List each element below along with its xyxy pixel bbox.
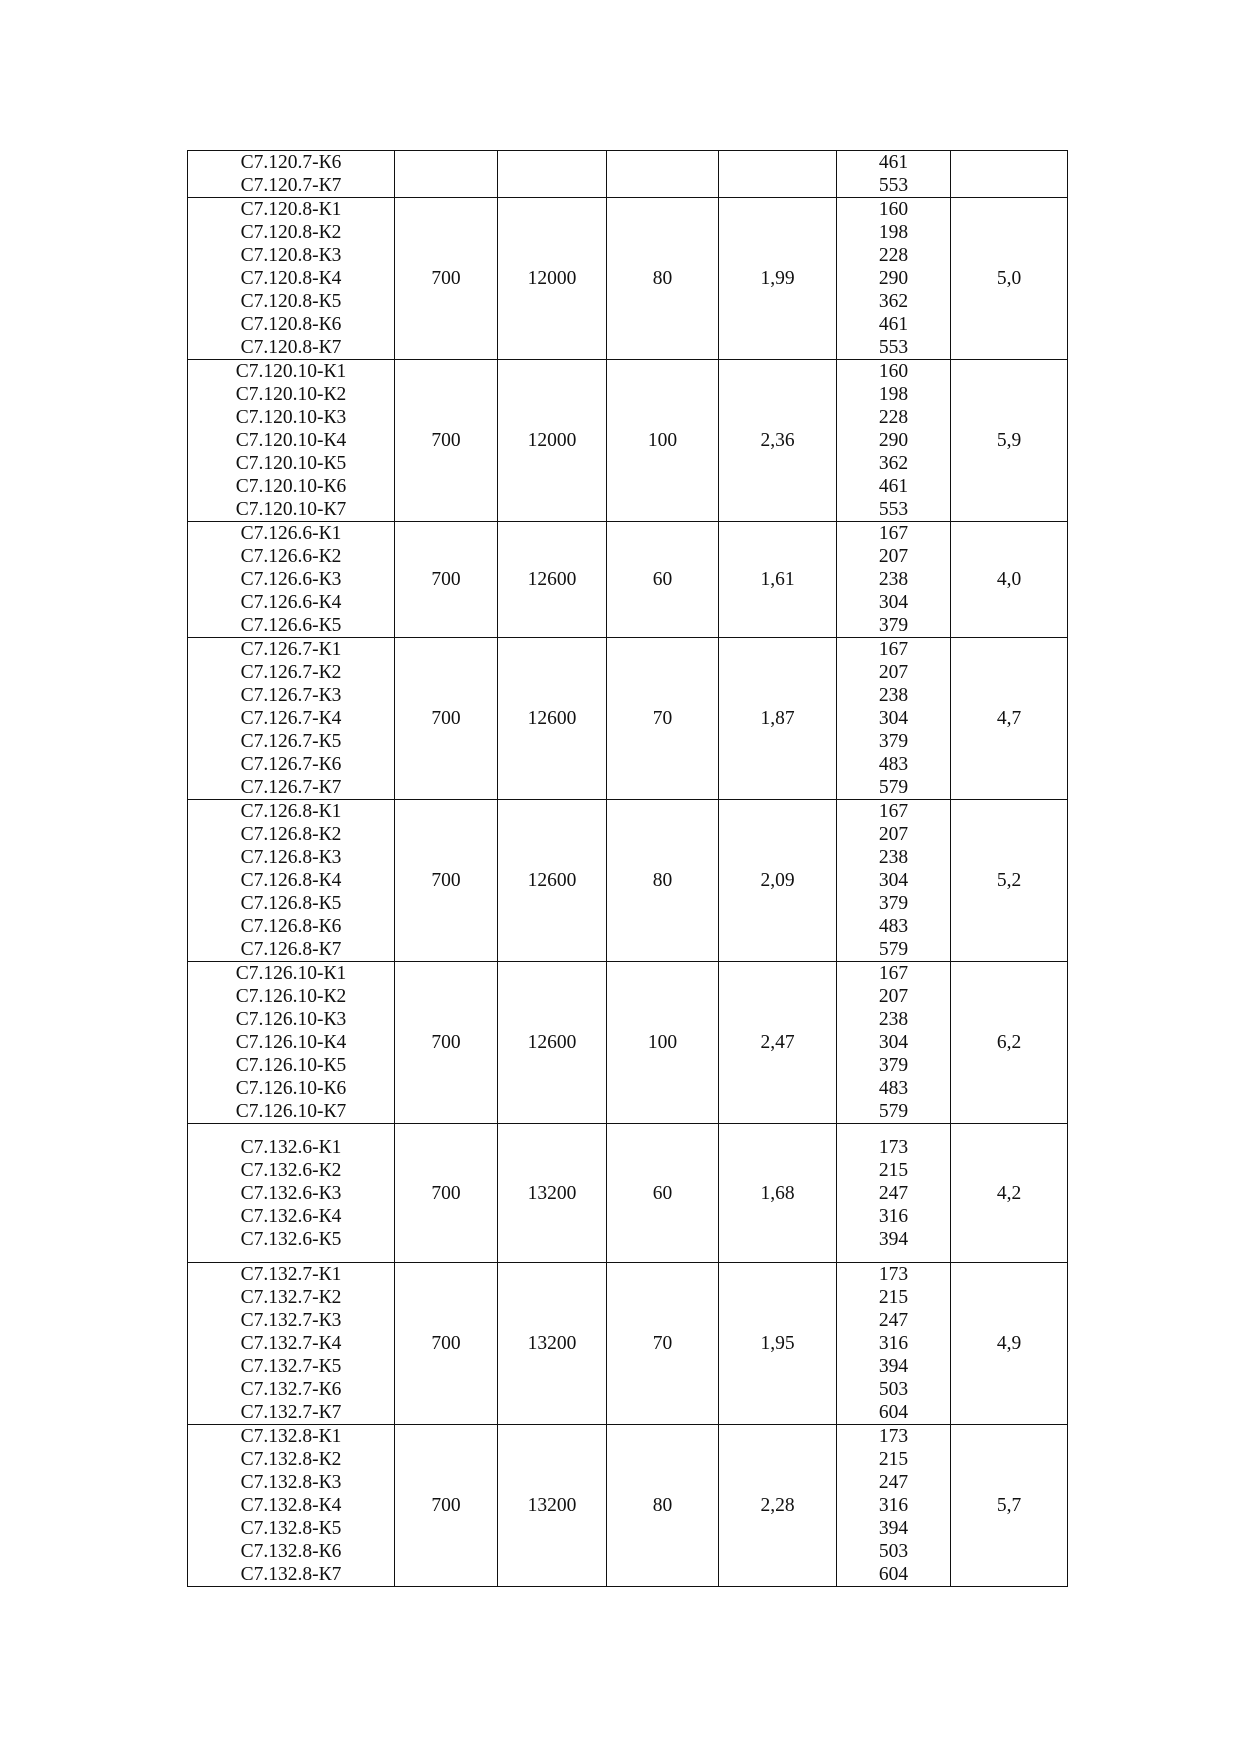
mark-label: С7.132.7-К4 [240,1333,342,1354]
mark-label: С7.126.7-К1 [240,639,342,660]
mark-label: С7.132.6-К2 [240,1159,342,1181]
cell-mass [951,151,1068,198]
cell-height: 80 [607,800,719,962]
mark-label: С7.120.7-К7 [240,175,342,196]
cell-volume: 1,99 [719,198,837,360]
mark-label: С7.126.10-К2 [235,986,347,1007]
cell-length: 12600 [498,638,607,800]
mark-label: С7.126.6-К4 [240,592,342,613]
mark-label: С7.120.8-К4 [240,268,342,289]
mark-label: С7.126.8-К3 [240,847,342,868]
table-row [188,151,1068,198]
load-value: 247 [878,1472,909,1493]
mark-label: С7.126.8-К1 [240,801,342,822]
load-value: 394 [878,1228,909,1250]
load-value: 503 [878,1541,909,1562]
load-value: 394 [878,1518,909,1539]
mark-label: С7.132.8-К4 [240,1495,342,1516]
load-value: 362 [878,453,909,474]
mark-label: С7.120.8-К7 [240,337,342,358]
mark-label: С7.126.7-К4 [240,708,342,729]
mark-label: С7.132.7-К6 [240,1379,342,1400]
cell-mark [188,522,395,638]
cell-volume: 2,09 [719,800,837,962]
cell-mass: 4,7 [951,638,1068,800]
load-value: 579 [878,1101,909,1122]
mark-label: С7.126.10-К4 [235,1032,347,1053]
cell-mark [188,638,395,800]
cell-volume: 2,28 [719,1425,837,1587]
load-value: 167 [878,963,909,984]
cell-length: 12000 [498,360,607,522]
mark-label: С7.132.8-К1 [240,1426,342,1447]
mark-label: С7.126.8-К6 [240,916,342,937]
mark-label: С7.120.10-К3 [235,407,347,428]
cell-width: 700 [395,1425,498,1587]
load-value: 553 [878,337,909,358]
load-value: 483 [878,754,909,775]
mark-label: С7.132.6-К4 [240,1205,342,1227]
load-value: 160 [878,361,909,382]
mark-label: С7.126.7-К5 [240,731,342,752]
load-value: 290 [878,430,909,451]
load-value: 173 [878,1264,909,1285]
mark-label: С7.126.8-К7 [240,939,342,960]
cell-length: 13200 [498,1425,607,1587]
cell-height [607,151,719,198]
load-value: 394 [878,1356,909,1377]
mark-label: С7.132.7-К5 [240,1356,342,1377]
cell-width: 700 [395,198,498,360]
cell-volume [719,151,837,198]
cell-mark [188,1124,395,1263]
load-value: 290 [878,268,909,289]
load-value: 228 [878,245,909,266]
load-value: 304 [878,1032,909,1053]
load-value: 207 [878,824,909,845]
load-value: 503 [878,1379,909,1400]
load-value: 167 [878,523,909,544]
load-value: 483 [878,916,909,937]
cell-load [837,638,951,800]
mark-label: С7.120.10-К1 [235,361,347,382]
mark-label: С7.132.8-К6 [240,1541,342,1562]
table-row [188,800,1068,962]
load-value: 215 [878,1287,909,1308]
mark-label: С7.126.8-К2 [240,824,342,845]
cell-height: 70 [607,1263,719,1425]
load-value: 215 [878,1159,909,1181]
mark-label: С7.126.10-К1 [235,963,347,984]
load-value: 207 [878,662,909,683]
mark-label: С7.132.8-К3 [240,1472,342,1493]
cell-mark [188,1263,395,1425]
cell-height: 80 [607,198,719,360]
mark-label: С7.132.7-К1 [240,1264,342,1285]
mark-label: С7.120.10-К2 [235,384,347,405]
mark-label: С7.132.6-К3 [240,1182,342,1204]
load-value: 247 [878,1182,909,1204]
mark-label: С7.126.7-К6 [240,754,342,775]
mark-label: С7.126.7-К3 [240,685,342,706]
mark-label: С7.126.6-К1 [240,523,342,544]
cell-mass: 5,0 [951,198,1068,360]
mark-label: С7.132.6-К1 [240,1136,342,1158]
cell-height: 100 [607,360,719,522]
load-value: 198 [878,384,909,405]
table-body [188,151,1068,1587]
table-row [188,360,1068,522]
cell-length: 12600 [498,962,607,1124]
cell-length: 12000 [498,198,607,360]
mark-label: С7.132.8-К7 [240,1564,342,1585]
table-row [188,1263,1068,1425]
table-row [188,522,1068,638]
cell-mass: 6,2 [951,962,1068,1124]
cell-mass: 4,0 [951,522,1068,638]
mark-label: С7.132.7-К3 [240,1310,342,1331]
mark-label: С7.126.10-К5 [235,1055,347,1076]
load-value: 247 [878,1310,909,1331]
mark-label: С7.132.7-К7 [240,1402,342,1423]
cell-mass: 4,2 [951,1124,1068,1263]
mark-label: С7.120.8-К6 [240,314,342,335]
load-value: 379 [878,1055,909,1076]
load-value: 238 [878,569,909,590]
load-value: 553 [878,499,909,520]
cell-load [837,1263,951,1425]
load-value: 379 [878,731,909,752]
cell-mark [188,151,395,198]
load-value: 362 [878,291,909,312]
cell-length: 13200 [498,1124,607,1263]
mark-label: С7.126.6-К3 [240,569,342,590]
mark-label: С7.120.8-К3 [240,245,342,266]
load-value: 604 [878,1402,909,1423]
load-value: 316 [878,1495,909,1516]
cell-load [837,198,951,360]
load-value: 316 [878,1205,909,1227]
cell-width: 700 [395,1124,498,1263]
cell-height: 100 [607,962,719,1124]
cell-volume: 1,68 [719,1124,837,1263]
cell-width: 700 [395,360,498,522]
cell-length: 12600 [498,522,607,638]
cell-length [498,151,607,198]
table-row [188,198,1068,360]
load-value: 238 [878,685,909,706]
cell-volume: 1,61 [719,522,837,638]
cell-volume: 2,47 [719,962,837,1124]
load-value: 173 [878,1426,909,1447]
cell-mass: 5,2 [951,800,1068,962]
cell-width: 700 [395,522,498,638]
cell-width: 700 [395,1263,498,1425]
load-value: 553 [878,175,909,196]
load-value: 238 [878,1009,909,1030]
slab-spec-table [187,150,1068,1587]
mark-label: С7.132.6-К5 [240,1228,342,1250]
cell-height: 60 [607,522,719,638]
mark-label: С7.132.7-К2 [240,1287,342,1308]
load-value: 238 [878,847,909,868]
load-value: 304 [878,592,909,613]
cell-width: 700 [395,800,498,962]
cell-mass: 5,7 [951,1425,1068,1587]
load-value: 316 [878,1333,909,1354]
cell-height: 70 [607,638,719,800]
load-value: 215 [878,1449,909,1470]
cell-load [837,1124,951,1263]
cell-width: 700 [395,638,498,800]
mark-label: С7.126.7-К2 [240,662,342,683]
cell-height: 60 [607,1124,719,1263]
cell-mark [188,1425,395,1587]
mark-label: С7.126.10-К7 [235,1101,347,1122]
table-row [188,1124,1068,1263]
mark-label: С7.126.6-К2 [240,546,342,567]
cell-length: 12600 [498,800,607,962]
cell-mark [188,962,395,1124]
cell-load [837,1425,951,1587]
mark-label: С7.126.6-К5 [240,615,342,636]
cell-volume: 1,95 [719,1263,837,1425]
cell-volume: 2,36 [719,360,837,522]
mark-label: С7.120.8-К1 [240,199,342,220]
load-value: 461 [878,314,909,335]
cell-mark [188,800,395,962]
mark-label: С7.132.8-К2 [240,1449,342,1470]
load-value: 167 [878,639,909,660]
load-value: 483 [878,1078,909,1099]
cell-volume: 1,87 [719,638,837,800]
mark-label: С7.120.7-К6 [240,152,342,173]
load-value: 228 [878,407,909,428]
load-value: 167 [878,801,909,822]
load-value: 579 [878,777,909,798]
cell-load [837,962,951,1124]
cell-mark [188,360,395,522]
mark-label: С7.120.10-К5 [235,453,347,474]
load-value: 304 [878,708,909,729]
cell-mass: 5,9 [951,360,1068,522]
cell-length: 13200 [498,1263,607,1425]
mark-label: С7.120.8-К2 [240,222,342,243]
load-value: 604 [878,1564,909,1585]
table-row [188,1425,1068,1587]
mark-label: С7.126.8-К5 [240,893,342,914]
cell-load [837,151,951,198]
load-value: 207 [878,986,909,1007]
cell-width: 700 [395,962,498,1124]
mark-label: С7.120.10-К7 [235,499,347,520]
mark-label: С7.126.8-К4 [240,870,342,891]
load-value: 461 [878,476,909,497]
mark-label: С7.126.10-К6 [235,1078,347,1099]
load-value: 173 [878,1136,909,1158]
mark-label: С7.132.8-К5 [240,1518,342,1539]
mark-label: С7.120.10-К6 [235,476,347,497]
mark-label: С7.120.10-К4 [235,430,347,451]
load-value: 160 [878,199,909,220]
cell-load [837,800,951,962]
load-value: 207 [878,546,909,567]
mark-label: С7.126.10-К3 [235,1009,347,1030]
load-value: 579 [878,939,909,960]
mark-label: С7.126.7-К7 [240,777,342,798]
mark-label: С7.120.8-К5 [240,291,342,312]
table-row [188,638,1068,800]
cell-load [837,522,951,638]
cell-height: 80 [607,1425,719,1587]
cell-mass: 4,9 [951,1263,1068,1425]
cell-width [395,151,498,198]
table-row [188,962,1068,1124]
load-value: 198 [878,222,909,243]
load-value: 379 [878,893,909,914]
cell-load [837,360,951,522]
load-value: 461 [878,152,909,173]
load-value: 379 [878,615,909,636]
cell-mark [188,198,395,360]
load-value: 304 [878,870,909,891]
